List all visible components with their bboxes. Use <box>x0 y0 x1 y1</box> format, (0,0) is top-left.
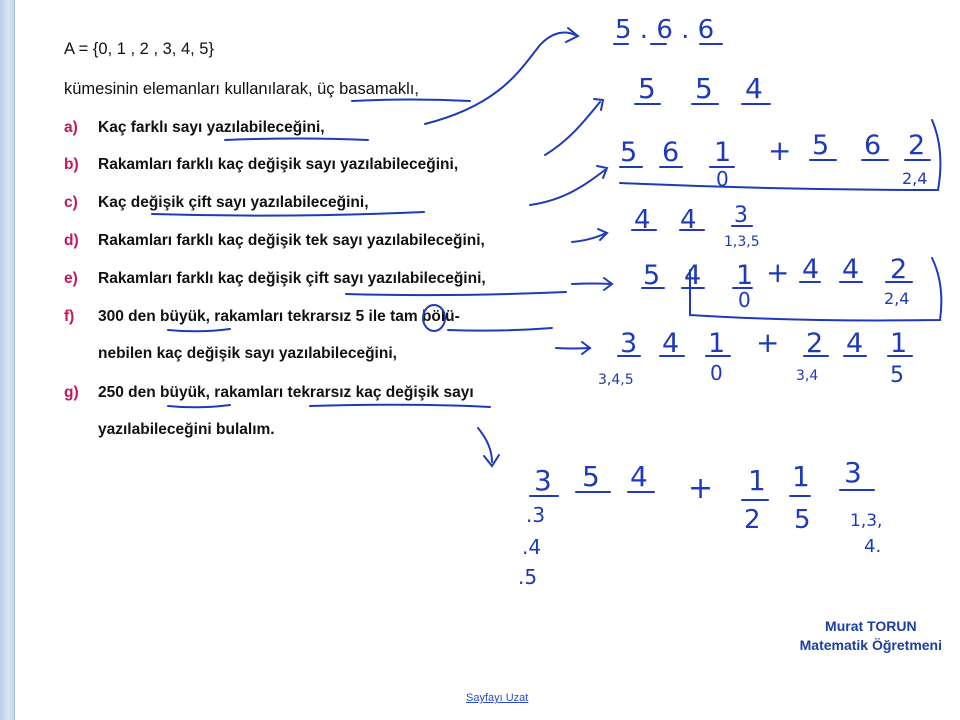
question-g-continued: yazılabileceğini bulalım. <box>98 421 275 438</box>
answer-c-right-1: 5 <box>812 130 830 161</box>
answer-f-right-sub2: 5 <box>890 363 904 388</box>
question-label: c) <box>64 194 78 211</box>
question-text: Kaç değişik çift sayı yazılabileceğini, <box>98 194 369 211</box>
answer-g-right-sub2: 5 <box>794 505 811 535</box>
answer-e-right-3: 2 <box>890 254 908 285</box>
answer-d-2: 4 <box>680 205 697 235</box>
answer-e-left-1: 5 <box>643 260 661 291</box>
answer-e-left-sub: 0 <box>738 288 751 312</box>
answer-g-right-sub4: 4. <box>864 536 882 557</box>
underline-cift-sayi <box>152 212 424 216</box>
answer-f-plus: + <box>756 326 780 359</box>
question-label: e) <box>64 270 78 287</box>
answer-b-1: 5 <box>638 72 656 105</box>
underline-uc-basamakli <box>352 100 470 102</box>
answer-c-right-2: 6 <box>864 130 882 161</box>
answer-g-right-sub3: 1,3, <box>850 511 883 531</box>
question-label: a) <box>64 119 78 136</box>
question-text: Rakamları farklı kaç değişik çift sayı yazılabileceğini, <box>98 270 486 287</box>
answer-f-left-sub2: 0 <box>710 361 723 385</box>
underline-yazilabilecegini <box>225 139 368 141</box>
answer-c-plus: + <box>768 134 792 167</box>
answer-g-left-2: 5 <box>582 460 600 493</box>
question-label: b) <box>64 156 79 173</box>
question-text: 250 den büyük, rakamları tekrarsız kaç değişik sayı <box>98 384 474 401</box>
answer-g-left-sub3: .5 <box>518 565 538 589</box>
answer-g-left-1: 3 <box>534 464 552 497</box>
question-label: d) <box>64 232 79 249</box>
arrow-f <box>556 348 590 349</box>
answer-c-left-2: 6 <box>662 137 680 168</box>
answer-e-right-1: 4 <box>802 254 820 285</box>
author-title: Matematik Öğretmeni <box>799 637 942 653</box>
answer-f-left-3: 1 <box>708 328 726 359</box>
author-name: Murat TORUN <box>825 618 917 634</box>
answer-g-right-2: 1 <box>792 460 810 493</box>
answer-g-right-sub1: 2 <box>744 505 761 535</box>
question-text: Rakamları farklı kaç değişik sayı yazılabileceğini, <box>98 156 459 173</box>
answer-g-left-sub1: .3 <box>526 503 546 527</box>
answer-f-left-2: 4 <box>662 328 680 359</box>
answer-f-right-2: 4 <box>846 328 864 359</box>
answer-g-right-1: 1 <box>748 464 766 497</box>
answer-f-right-3: 1 <box>890 328 908 359</box>
answer-c-right-3: 2 <box>908 130 926 161</box>
underline-buyuk-g <box>168 405 230 407</box>
question-text: Kaç farklı sayı yazılabileceğini, <box>98 119 325 136</box>
answer-f-right-sub1: 3,4 <box>796 368 819 384</box>
question-label: f) <box>64 308 75 325</box>
answer-e-left-2: 4 <box>684 260 702 291</box>
answer-b-2: 5 <box>695 72 713 105</box>
answer-f-left-sub1: 3,4,5 <box>598 372 634 388</box>
question-label: g) <box>64 384 79 401</box>
arrow-c <box>530 170 605 205</box>
answer-e-plus: + <box>766 256 790 289</box>
answer-c-right-sub: 2,4 <box>902 169 928 188</box>
answer-f-right-1: 2 <box>806 328 824 359</box>
underline-cift-sayi-e <box>346 292 566 295</box>
intro-text: kümesinin elemanları kullanılarak, üç basamaklı, <box>64 80 419 98</box>
answer-c-left-3: 1 <box>714 137 732 168</box>
answer-c-left-sub: 0 <box>716 167 729 191</box>
underline-kac-degisik <box>310 405 490 407</box>
arrow-d <box>572 233 606 242</box>
arrow-a <box>425 32 575 124</box>
question-text: 300 den büyük, rakamları tekrarsız 5 ile tam bölü- <box>98 308 460 325</box>
arrow-e <box>572 284 612 285</box>
answer-f-left-1: 3 <box>620 328 638 359</box>
question-f-continued: nebilen kaç değişik sayı yazılabileceğini, <box>98 345 397 362</box>
answer-b-3: 4 <box>745 72 763 105</box>
arrow-b <box>545 102 600 155</box>
circle-five <box>423 305 445 331</box>
answer-g-left-sub2: .4 <box>522 535 542 559</box>
question-text: Rakamları farklı kaç değişik tek sayı yazılabileceğini, <box>98 232 485 249</box>
answer-e-left-3: 1 <box>736 260 754 291</box>
answer-d-1: 4 <box>634 205 651 235</box>
answer-g-plus: + <box>688 471 714 506</box>
arrow-a-head <box>566 28 578 42</box>
answer-c-left-1: 5 <box>620 137 638 168</box>
set-definition: A = {0, 1 , 2 , 3, 4, 5} <box>64 40 214 58</box>
underline-buyuk-f <box>168 329 230 331</box>
answer-a: 5 . 6 . 6 <box>615 15 715 45</box>
answer-e-right-sub: 2,4 <box>884 289 910 308</box>
answer-d-3: 3 <box>734 203 748 228</box>
answer-g-left-3: 4 <box>630 460 648 493</box>
answer-g-right-3: 3 <box>844 456 862 489</box>
answer-e-right-2: 4 <box>842 254 860 285</box>
expand-page-link[interactable]: Sayfayı Uzat <box>466 692 529 704</box>
answer-d-sub: 1,3,5 <box>724 234 760 250</box>
underline-tam-bolu <box>448 328 552 331</box>
